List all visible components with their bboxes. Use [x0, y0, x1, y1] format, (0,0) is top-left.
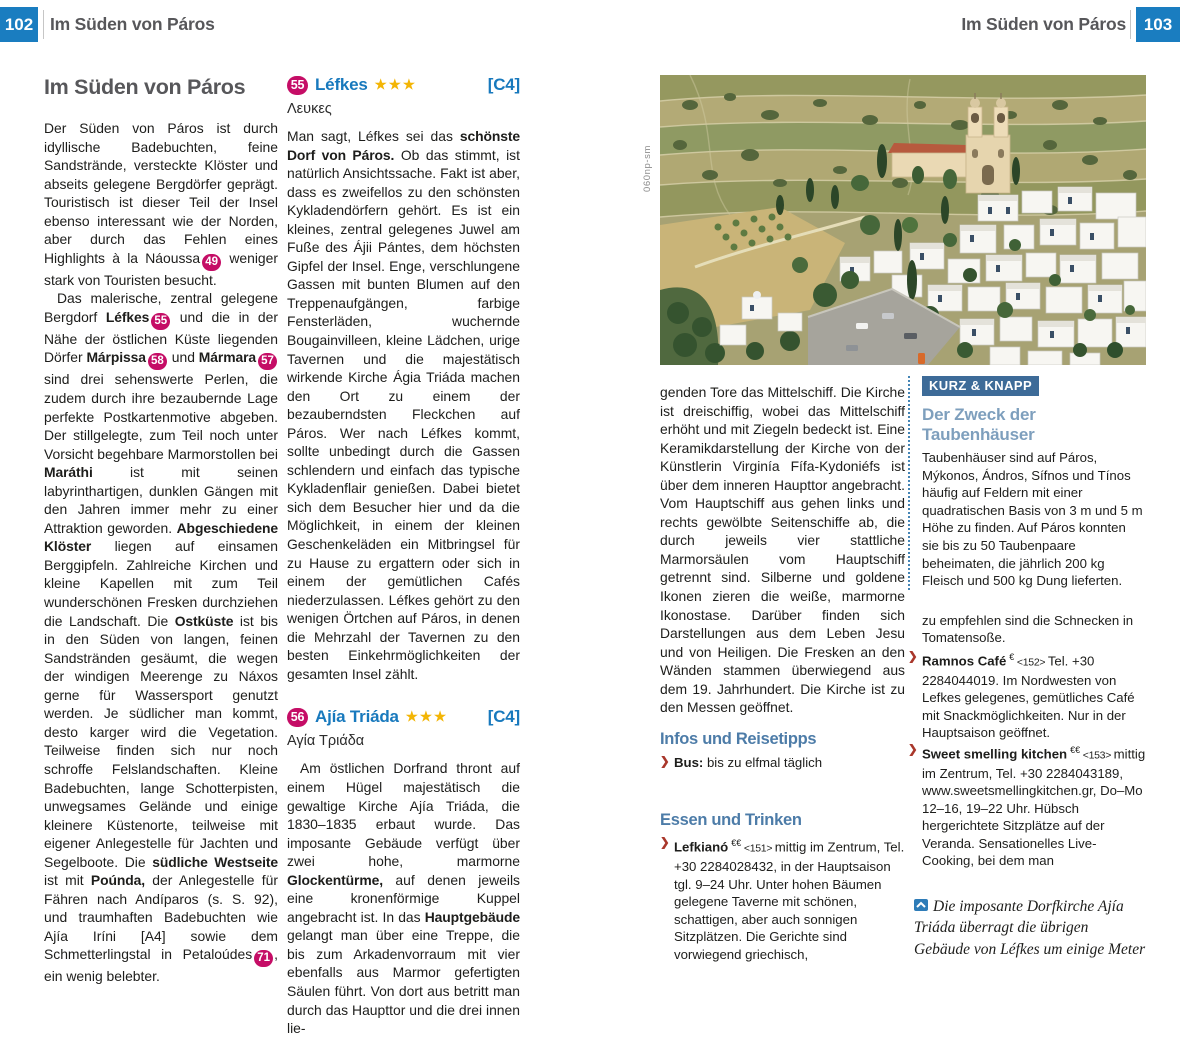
kurz-knapp-box	[908, 376, 1146, 590]
marker-badge: 56	[287, 708, 308, 727]
infos-list	[660, 754, 905, 772]
photo-above-icon	[914, 899, 928, 911]
tip-list-item: ❯ Bus: bis zu elfmal täglich	[660, 754, 823, 770]
greek-name: Λευκες	[287, 101, 332, 117]
section-paragraphs	[287, 759, 520, 1037]
paragraph: Man sagt, Léfkes sei das schönste Dorf von Páros. Ob das stimmt, ist natürlich Ansichtssache. Fakt ist aber, dass es zweifellos zu den schönsten Kykladendörfern gehört. Es ist ein kleines, zentral gelegenes Juwel am Fuße des Ájii Pántes, dem höchsten Gipfel der Insel. Enge, verschlungene Gassen mit bunten Blumen auf den Treppenaufgängen, farbige Fensterläden, wuchernde Bougainvilleen, kleine Lädchen, urige Tavernen und die majestätisch wirkende Kirche Ágia Triáda machen den Ort zu einem der bezauberndsten Fleckchen auf Páros. Wer nach Léfkes kommt, sollte unbedingt durch die Gassen schlendern und einfach das typische Kykladenflair genießen. Dabei bietet sich dem Besucher hier und da die Möglichkeit, in einem der kleinen Geschenkeläden ein Mitbringsel für zu Hause zu ergattern oder sich in einem der gemütlichen Cafés niederzulassen. Léfkes gehört zu den wenigen Örtchen auf Páros, in denen die Mehrzahl der Tavernen zu den besten Einkehrmöglichkeiten der gesamten Insel zählt.	[287, 128, 520, 682]
paragraph: Der Süden von Páros ist durch idyllische Badebuchten, feine Sandstrände, versteckte Klöster und abseits gelegene Bergdörfer geprägt. Touristisch ist dieser Teil der Insel ebenso interessant wie der Norden, aber durch das Fehlen eines Highlights à la Náoussa 49 weniger stark von Touristen besucht.	[44, 120, 278, 288]
marker-badge: 55	[287, 76, 308, 95]
marker-badge: 55	[151, 313, 170, 330]
section-heading	[287, 75, 520, 95]
header-divider-left	[43, 10, 44, 39]
tip-list-item: ❯ Sweet smelling kitchen €€ <153> mittig im Zentrum, Tel. +30 2284043189, www.sweetsmellingkitchen.gr, Do–Mo 12–16, 19–22 Uhr. Hübsch hergerichtete Sitzplätze auf der Veranda. Sensationelles Live-Cooking, bei dem man	[908, 743, 1146, 869]
page-number-right: 103	[1136, 7, 1180, 42]
section-ajia-triada	[287, 707, 520, 1037]
sight-name: Léfkes	[315, 75, 368, 94]
paragraph: Am östlichen Dorfrand thront auf einem Hügel majestätisch die gewaltige Kirche Ajía Triáda, die 1830–1835 erbaut wurde. Das imposante Gebäude verfügt über zwei hohe, marmorne Glockentürme, auf denen jeweils eine kronenförmige Kuppel angebracht ist. In das Hauptgebäude gelangt man über eine Treppe, die bis zum Arkadenvorraum mit vier ebenfalls aus Marmor gefertigten Säulen führt. Von dort aus betritt man durch das Haupttor und die drei innen lie-	[287, 760, 520, 1037]
marker-badge: 58	[148, 353, 167, 370]
infos-heading: Infos und Reisetipps	[660, 729, 817, 748]
header-divider-right	[1130, 10, 1131, 39]
caption-text: Die imposante Dorfkirche Ajía Triáda überragt die übrigen Gebäude von Léfkes um einige Meter	[914, 897, 1146, 958]
greek-name: Αγία Τριάδα	[287, 733, 365, 750]
page-number-left: 102	[0, 7, 38, 42]
marker-badge: 57	[258, 353, 277, 370]
photo-credit: 060np-sm	[642, 144, 653, 192]
arrow-bullet-icon: ❯	[908, 743, 918, 756]
sights-column	[287, 75, 520, 1038]
star-rating: ★★★	[374, 77, 417, 92]
tip-list-item: ❯ Lefkianó €€ <151> mittig im Zentrum, Tel. +30 2284028432, in der Hauptsaison tgl. 9–24 Uhr. Unter hohen Bäumen gelegene Taverne mit schönen, schattigen, aber auch sonnigen Sitzplätzen. Die Gerichte sind vorwiegend griechisch,	[660, 837, 905, 962]
map-grid-reference: [C4]	[487, 707, 520, 727]
arrow-bullet-icon: ❯	[908, 650, 918, 663]
tip-list-item: ❯ Ramnos Café € <152> Tel. +30 2284044019. Im Nordwesten von Lefkes gelegenes, gemütliches Café mit Snackmöglichkeiten. Nur in der Hauptsaison geöffnet.	[908, 650, 1135, 741]
star-rating: ★★★	[405, 709, 449, 725]
intro-column	[44, 75, 278, 986]
marker-badge: 49	[202, 254, 221, 271]
section-lefkes	[287, 75, 520, 683]
intro-paragraphs	[44, 119, 278, 986]
paragraph: Das malerische, zentral gelegene Bergdorf Léfkes 55 und die in der Nähe der östlichen Küste liegenden Dörfer Márpissa 58 und Mármara 57 sind drei sehenswerte Perlen, die zudem durch ihre bezaubernde Lage perfekte Postkartenmotive abgeben. Der stillgelegte, zum Teil noch unter Vorsicht begehbare Marmorstollen bei Maráthi ist mit seinen labyrinthartigen, dunklen Gängen mit den Jahren immer mehr zu einer Attraktion geworden. Abgeschiedene Klöster liegen auf einsamen Berggipfeln. Zahlreiche Kirchen und kleine Kapellen mit zum Teil wunderschönen Fresken durchziehen die Landschaft. Die Ostküste ist bis in den Süden von langen, feinen Sandstränden gesäumt, die wegen der windigen Meerenge zu Náxos gerne für Wassersport genutzt werden. Je südlicher man kommt, desto karger wird die Vegetation. Teilweise finden sich nur noch schroffe Felslandschaften. Kleine Badebuchten, lange Schotterpisten, unwegsames Gelände und einige kleinere Küstenorte, teilweise mit eigener Anlegestelle für Jachten und Segelboote. Die südliche Westseite ist mit Poúnda, der Anlegestelle für Fähren nach Andíparos (s. S. 92), und traumhaften Badebuchten wie Ajía Iríni [A4] sowie dem Schmetterlingstal in Petaloúdes 71 , ein wenig belebter.	[44, 290, 279, 985]
arrow-bullet-icon: ❯	[660, 755, 670, 768]
kurz-knapp-label: KURZ & KNAPP	[922, 376, 1039, 396]
arrow-bullet-icon: ❯	[660, 837, 670, 850]
running-head-right: Im Süden von Páros	[961, 14, 1126, 34]
photo-caption	[914, 896, 1146, 961]
lefkes-village-photo	[660, 75, 1146, 365]
sight-name: Ajía Triáda	[315, 707, 399, 727]
village-photo-illustration	[660, 75, 1146, 365]
restaurant-list-continued	[908, 649, 1146, 870]
church-description	[660, 383, 905, 717]
kurz-knapp-title: Der Zweck der Taubenhäuser	[922, 405, 1036, 444]
marker-badge: 71	[254, 950, 273, 967]
sidebar-column	[908, 376, 1146, 960]
kurz-knapp-text: Taubenhäuser sind auf Páros, Mýkonos, Ándros, Sífnos und Tínos häufig auf Feldern mit einer quadratischen Basis von 3 m und 5 m Höhe zu finden. Auf Páros konnten sie bis zu 50 Taubenpaare beheimaten, die jährlich 200 kg Fleisch und 500 kg Dung lieferten.	[922, 450, 1143, 589]
page-title: Im Süden von Páros	[44, 75, 246, 99]
restaurant-list	[660, 835, 905, 963]
listing-continuation: zu empfehlen sind die Schnecken in Tomatensoße.	[922, 612, 1134, 646]
paragraph: genden Tore das Mittelschiff. Die Kirche ist dreischiffig, wobei das Mittelschiff erhöht und mit Ziegeln bedeckt ist. Eine Keramikdarstellung der Kirche von der Künstlerin Virginía Fífa-Kydoniéfs ist über dem inneren Haupttor angebracht. Vom Hauptschiff aus gehen links und rechts gewölbte Seitenschiffe ab, die durch jeweils vier stattliche Marmorsäulen vom Hauptschiff getrennt sind. Silberne und goldene Ikonen zieren die weiße, marmorne Ikonostase. Darüber finden sich Darstellungen aus dem Leben Jesu und von Heiligen. Die Fresken an den Wänden stammen überwiegend aus dem 19. Jahrhundert. Die Kirche ist zu den Messen geöffnet.	[660, 384, 905, 716]
running-head-left: Im Süden von Páros	[50, 14, 215, 34]
essen-heading: Essen und Trinken	[660, 811, 802, 830]
continuation-column	[660, 383, 905, 963]
section-paragraphs	[287, 127, 520, 683]
section-heading	[287, 707, 520, 727]
map-grid-reference: [C4]	[487, 75, 520, 94]
